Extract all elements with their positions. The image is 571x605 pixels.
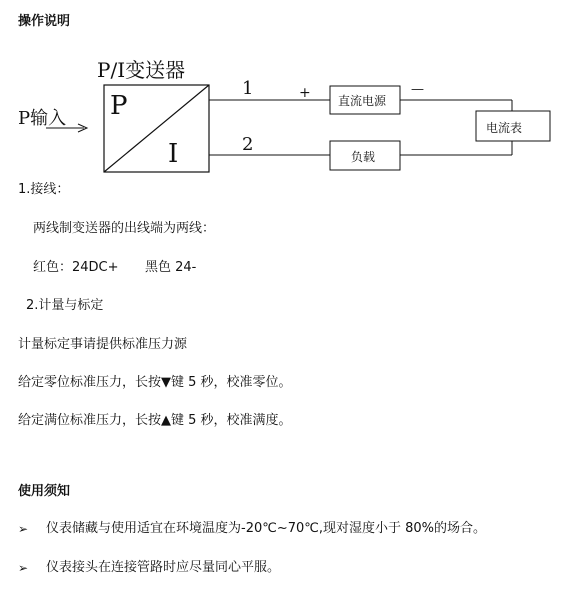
minus-sign: — bbox=[411, 82, 424, 97]
note-item-1: 仪表储藏与使用适宜在环境温度为-20℃~70℃,现对湿度小于 80%的场合。 bbox=[46, 521, 487, 536]
wire-1-label: 1 bbox=[242, 78, 254, 99]
load-label: 负载 bbox=[351, 150, 376, 164]
input-label: P输入 bbox=[18, 108, 67, 129]
transmitter-letter-p: P bbox=[110, 91, 128, 121]
note-item-2: 仪表接头在连接管路时应尽量同心平服。 bbox=[46, 560, 281, 575]
ammeter-label: 电流表 bbox=[486, 121, 523, 135]
bullet-arrow-icon: ➢ bbox=[18, 522, 29, 536]
plus-sign: + bbox=[299, 85, 311, 101]
wiring-diagram bbox=[0, 0, 571, 185]
wiring-description: 两线制变送器的出线端为两线： bbox=[33, 221, 216, 236]
transmitter-label: P/I变送器 bbox=[97, 58, 186, 82]
calibration-line-3: 给定满位标准压力，长按▲键 5 秒，校准满度。 bbox=[18, 413, 292, 428]
calibration-line-2: 给定零位标准压力，长按▼键 5 秒，校准零位。 bbox=[18, 375, 292, 390]
section-title-operation: 操作说明 bbox=[18, 14, 71, 29]
bullet-arrow-icon: ➢ bbox=[18, 561, 29, 575]
wire-2-label: 2 bbox=[242, 134, 254, 155]
wiring-heading: 1.接线： bbox=[18, 182, 70, 197]
calibration-line-1: 计量标定事请提供标准压力源 bbox=[18, 337, 188, 352]
black-wire-spec: 黑色 24- bbox=[145, 260, 197, 275]
dc-source-label: 直流电源 bbox=[338, 94, 387, 108]
section-title-usage: 使用须知 bbox=[18, 484, 71, 499]
transmitter-letter-i: I bbox=[168, 139, 179, 169]
calibration-heading: 2.计量与标定 bbox=[26, 298, 104, 313]
red-wire-spec: 红色：24DC+ bbox=[33, 260, 119, 275]
